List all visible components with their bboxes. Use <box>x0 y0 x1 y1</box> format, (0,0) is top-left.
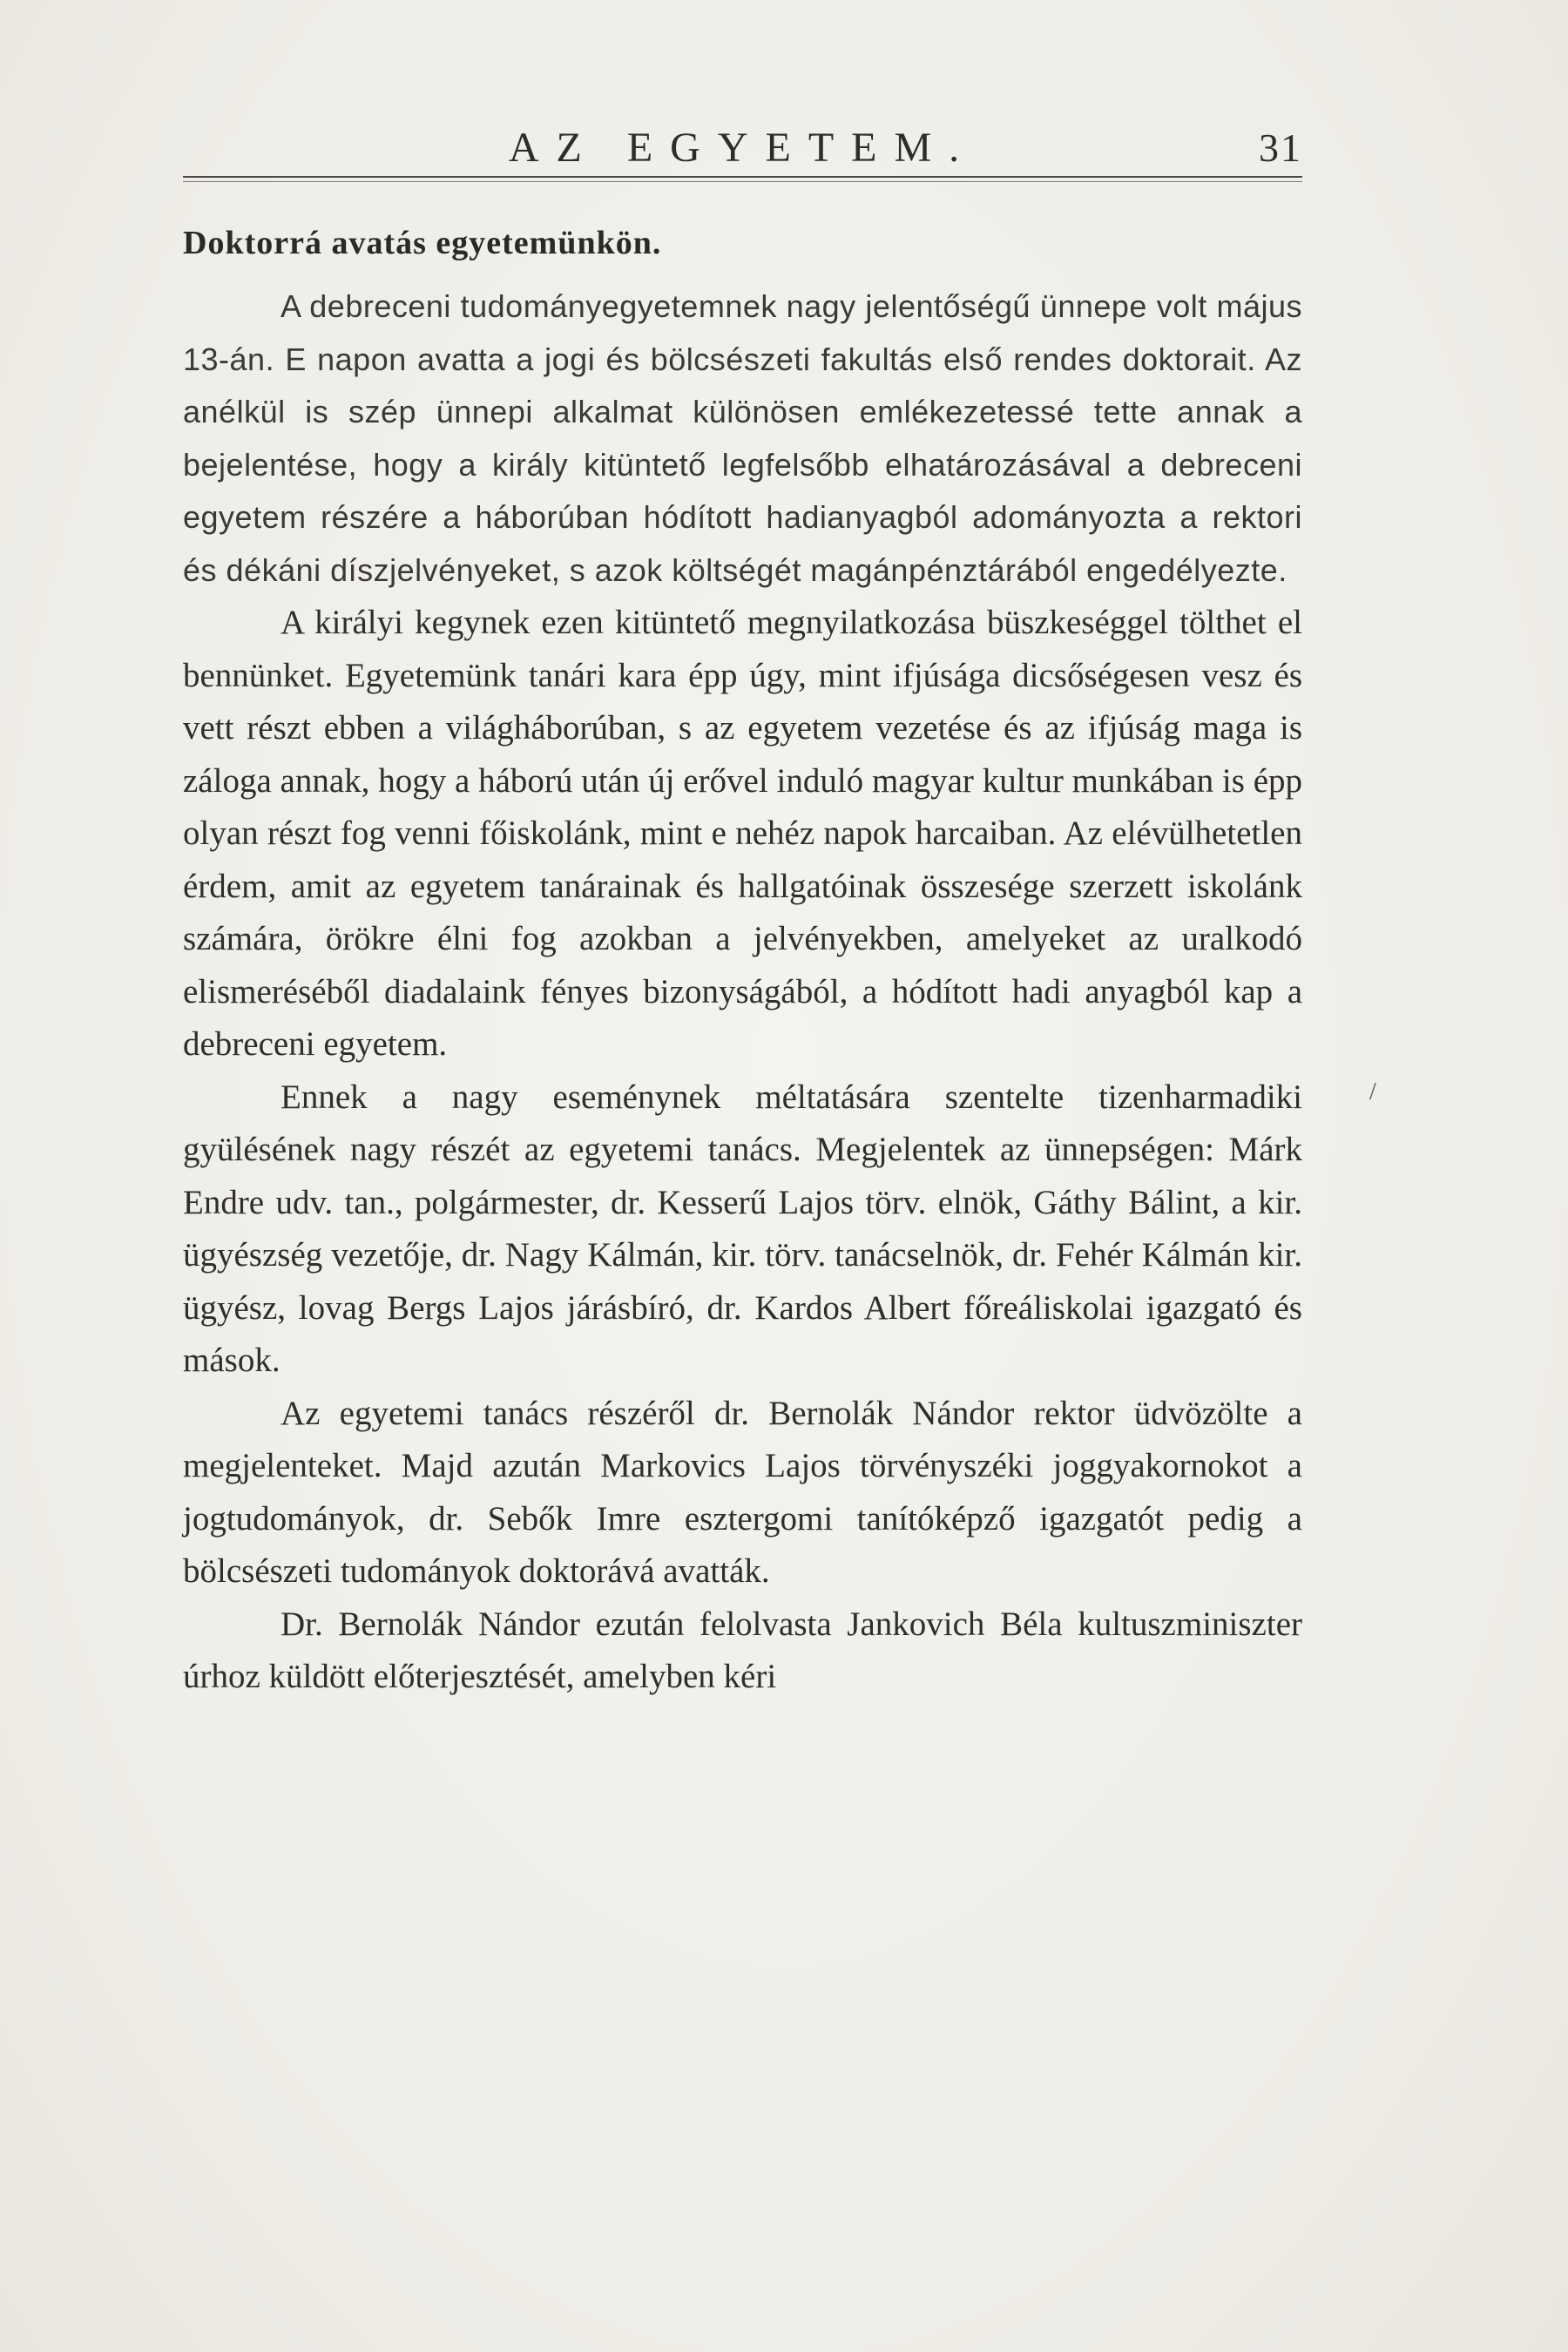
page-number: 31 <box>1259 125 1302 170</box>
paragraph-1: A debreceni tudományegyetemnek nagy jelentőségű ünnepe volt május 13-án. E napon avatta a jogi és bölcsészeti fakultás első rendes doktorait. Az anélkül is szép ünnepi alkalmat különösen emlékezetessé tette annak a bejelentése, hogy a király kitüntető legfelsőbb elhatározásával a debreceni egyetem részére a háborúban hódított hadianyagból adományozta a rektori és dékáni díszjelvényeket, s azok költségét magánpénztárából engedélyezte. <box>183 288 1302 588</box>
header-rule-thin <box>183 181 1302 182</box>
article-body <box>183 206 1302 1704</box>
paragraph-5: Dr. Bernolák Nándor ezután felolvasta Jankovich Béla kultuszminiszter úrhoz küldött előterjesztését, amelyben kéri <box>183 1605 1302 1695</box>
margin-mark: / <box>1369 1078 1376 1105</box>
running-title: AZ EGYETEM. <box>508 125 977 171</box>
page-header <box>183 122 1302 183</box>
paragraph-2: A királyi kegynek ezen kitüntető megnyilatkozása büszkeséggel tölthet el bennünket. Egyetemünk tanári kara épp úgy, mint ifjúsága dicsőségesen vesz és vett részt ebben a világháborúban, s az egyetem vezetése és az ifjúság maga is záloga annak, hogy a háború után új erővel induló magyar kultur munkában is épp olyan részt fog venni főiskolánk, mint e nehéz napok harcaiban. Az elévülhetetlen érdem, amit az egyetem tanárainak és hallgatóinak összesége szerzett iskolánk számára, örökre élni fog azokban a jelvényekben, amelyeket az uralkodó elismeréséből diadalaink fényes bizonyságából, a hódított hadi anyagból kap a debreceni egyetem. <box>183 604 1302 1063</box>
paragraph-4: Az egyetemi tanács részéről dr. Bernolák Nándor rektor üdvözölte a megjelenteket. Majd azután Markovics Lajos törvényszéki joggyakornokot a jogtudományok, dr. Sebők Imre esztergomi tanítóképző igazgatót pedig a bölcsészeti tudományok doktorává avatták. <box>183 1394 1302 1590</box>
paragraph-3: Ennek a nagy eseménynek méltatására szentelte tizenharmadiki gyülésének nagy részét az egyetemi tanács. Megjelentek az ünnepségen: Márk Endre udv. tan., polgármester, dr. Kesserű Lajos törv. elnök, Gáthy Bálint, a kir. ügyészség vezetője, dr. Nagy Kálmán, kir. törv. tanácselnök, dr. Fehér Kálmán kir. ügyész, lovag Bergs Lajos járásbíró, dr. Kardos Albert főreáliskolai igazgató és mások. <box>183 1078 1302 1379</box>
section-title: Doktorrá avatás egyetemünkön. <box>183 225 662 261</box>
header-rule <box>183 176 1302 178</box>
